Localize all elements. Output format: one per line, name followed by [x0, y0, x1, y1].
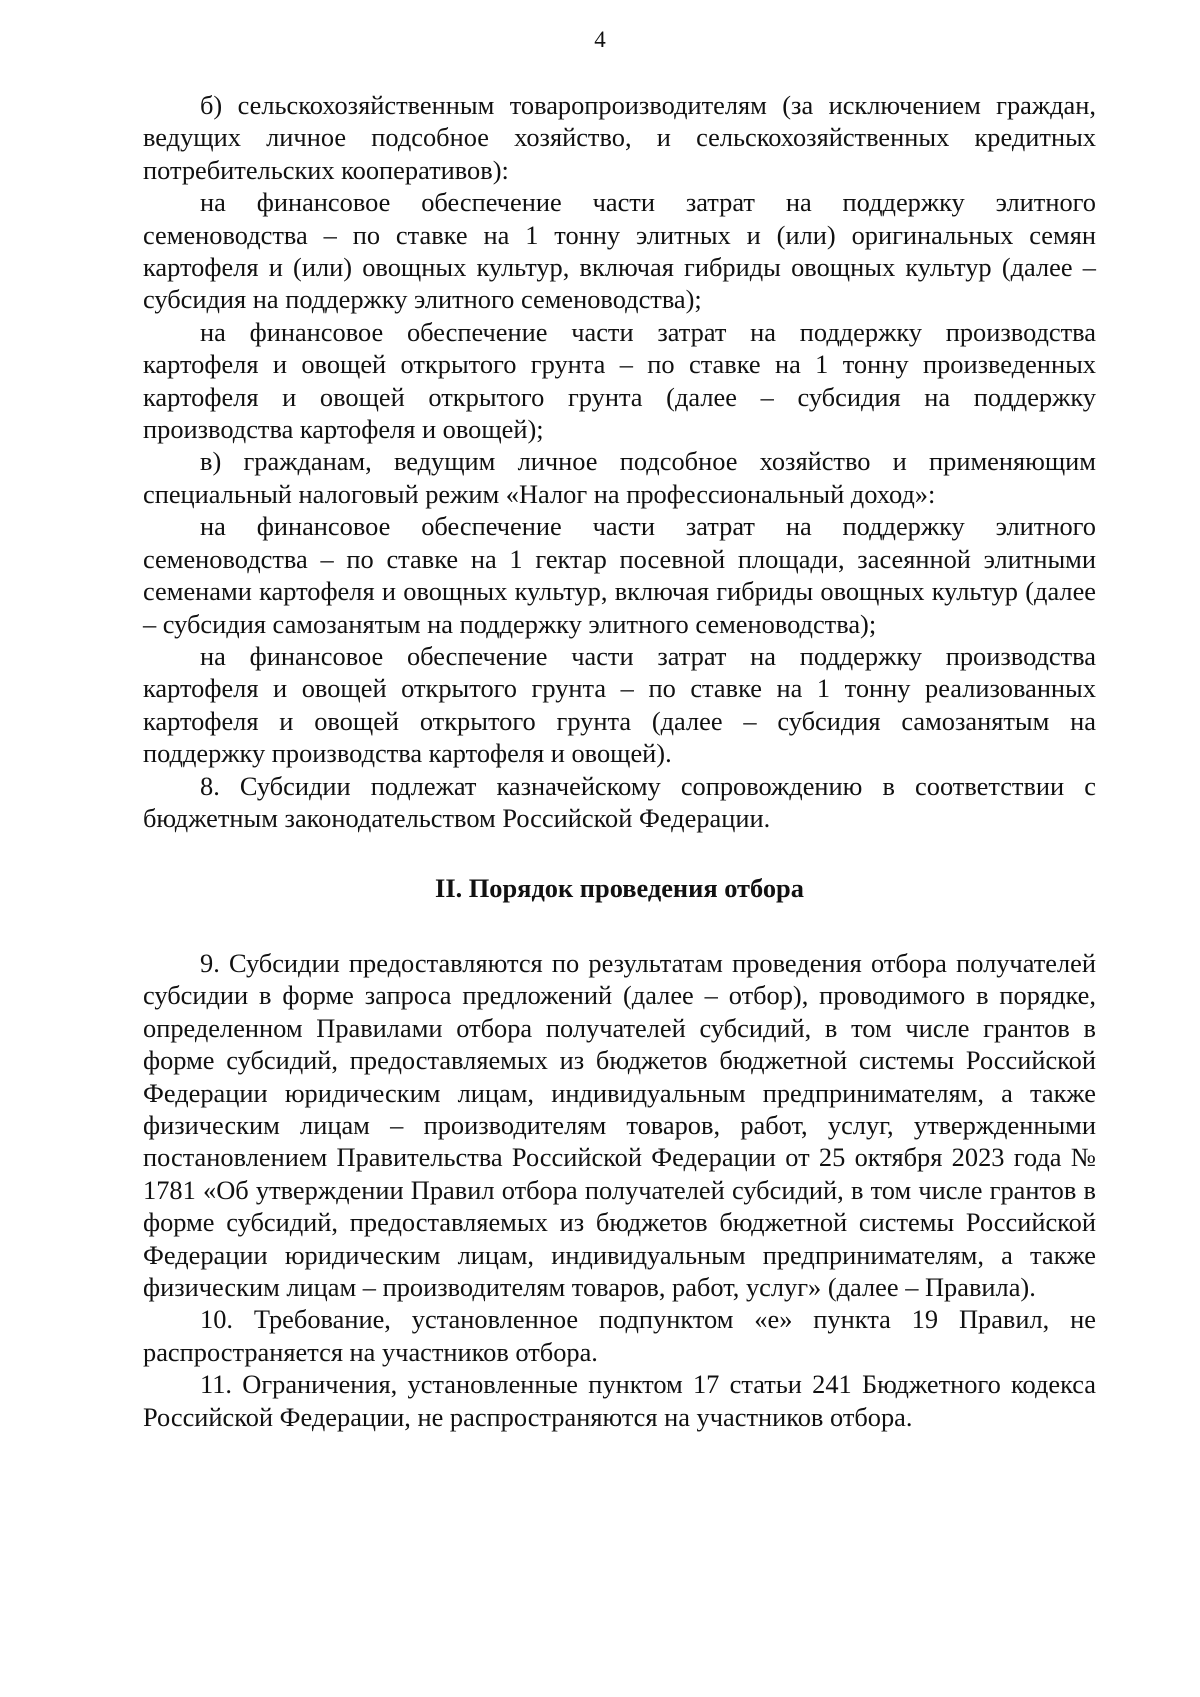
paragraph-11: 11. Ограничения, установленные пунктом 17 статьи 241 Бюджетного кодекса Российской Федерации, не распространяются на участников отбора.	[143, 1369, 1096, 1432]
paragraph-10: 10. Требование, установленное подпунктом «е» пункта 19 Правил, не распространяется на участников отбора.	[143, 1304, 1096, 1367]
paragraph-v: в) гражданам, ведущим личное подсобное хозяйство и применяющим специальный налоговый режим «Налог на профессиональный доход»:	[143, 446, 1096, 509]
paragraph-b-elite-seed: на финансовое обеспечение части затрат на поддержку элитного семеноводства – по ставке на 1 тонну элитных и (или) оригинальных семян картофеля и (или) овощных культур, включая гибриды овощных культур (далее – субсидия на поддержку элитного семеноводства);	[143, 187, 1096, 315]
paragraph-9: 9. Субсидии предоставляются по результатам проведения отбора получателей субсидии в форме запроса предложений (далее – отбор), проводимого в порядке, определенном Правилами отбора получателей субсидий, в том числе грантов в форме субсидий, предоставляемых из бюджетов бюджетной системы Российской Федерации юридическим лицам, индивидуальным предпринимателям, а также физическим лицам – производителям товаров, работ, услуг, утвержденными постановлением Правительства Российской Федерации от 25 октября 2023 года № 1781 «Об утверждении Правил отбора получателей субсидий, в том числе грантов в форме субсидий, предоставляемых из бюджетов бюджетной системы Российской Федерации юридическим лицам, индивидуальным предпринимателям, а также физическим лицам – производителям товаров, работ, услуг» (далее – Правила).	[143, 948, 1096, 1303]
paragraphs-bottom	[143, 947, 1096, 1433]
paragraph-b: б) сельскохозяйственным товаропроизводителям (за исключением граждан, ведущих личное подсобное хозяйство, и сельскохозяйственных кредитных потребительских кооперативов):	[143, 90, 1096, 185]
paragraphs-top	[143, 89, 1096, 834]
paragraph-8: 8. Субсидии подлежат казначейскому сопровождению в соответствии с бюджетным законодательством Российской Федерации.	[143, 770, 1096, 833]
paragraph-v-production: на финансовое обеспечение части затрат на поддержку производства картофеля и овощей открытого грунта – по ставке на 1 тонну реализованных картофеля и овощей открытого грунта (далее – субсидия самозанятым на поддержку производства картофеля и овощей).	[143, 640, 1096, 769]
paragraph-b-production: на финансовое обеспечение части затрат на поддержку производства картофеля и овощей открытого грунта – по ставке на 1 тонну произведенных картофеля и овощей открытого грунта (далее – субсидия на поддержку производства картофеля и овощей);	[143, 316, 1096, 445]
page-number: 4	[594, 27, 606, 52]
paragraph-v-elite-seed: на финансовое обеспечение части затрат на поддержку элитного семеноводства – по ставке на 1 гектар посевной площади, засеянной элитными семенами картофеля и овощных культур, включая гибриды овощных культур (далее – субсидия самозанятым на поддержку элитного семеноводства);	[143, 511, 1096, 639]
section-heading: II. Порядок проведения отбора	[435, 873, 804, 903]
